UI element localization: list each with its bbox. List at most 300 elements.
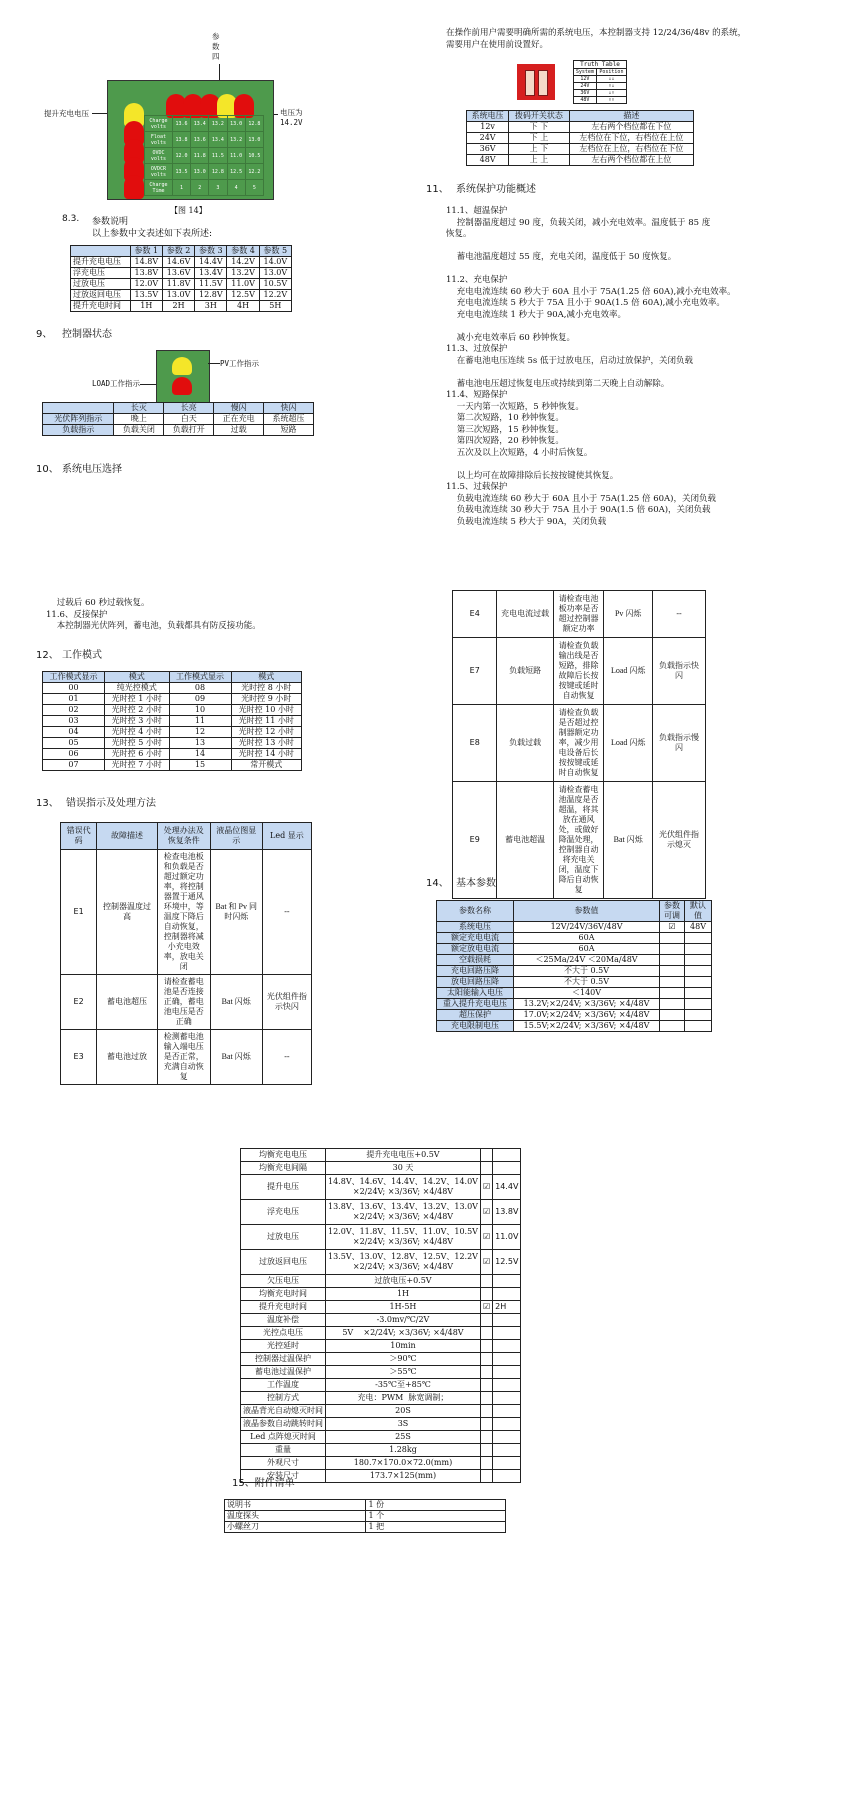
spec-table-cell: 均衡充电间隔	[241, 1162, 326, 1175]
spec-table-cell	[480, 1431, 492, 1444]
spec-table-cell: 13.8V、13.6V、13.4V、13.2V、13.0V ×2/24V; ×3/36V; ×4/48V	[326, 1200, 481, 1225]
mode-table-header: 工作模式显示	[43, 672, 105, 683]
table-row	[43, 705, 302, 716]
status-table-cell: 晚上	[114, 414, 164, 425]
table-row	[467, 122, 694, 133]
spec-table-cell: 5V ×2/24V; ×3/36V; ×4/48V	[326, 1327, 481, 1340]
accessory-table-cell: 小螺丝刀	[225, 1522, 366, 1533]
param-table-header: 参数 4	[227, 246, 259, 257]
spec-table-cell: 欠压电压	[241, 1275, 326, 1288]
mode-table-cell: 08	[169, 683, 231, 694]
param-table	[70, 245, 292, 312]
table-row	[241, 1327, 521, 1340]
table-row	[437, 1021, 712, 1032]
fig14-grid	[144, 115, 264, 196]
mode-table-cell: 03	[43, 716, 105, 727]
error-table-cell: Bat 和 Pv 同时闪烁	[210, 850, 262, 975]
fig14-grid-cell: 12.0	[172, 148, 190, 164]
fig14-grid-cell: 13.0	[191, 164, 209, 180]
error-table-cell: 负载短路	[497, 638, 553, 705]
table-row	[43, 738, 302, 749]
truth-table-cell: ↑↑	[596, 97, 626, 104]
error-table-cell: E8	[453, 705, 497, 782]
mode-table-cell: 光时控 6 小时	[104, 749, 169, 760]
error-table-cell: 请检查负载是否超过控制器额定功率，减少用电设备后长按按键或延时自动恢复	[553, 705, 603, 782]
truth-table-cell: 48V	[574, 97, 597, 104]
sec10-intro: 在操作前用户需要明确所需的系统电压，本控制器支持 12/24/36/48v 的系统， 需要用户在使用前设置好。	[446, 28, 747, 50]
param-table-cell: 14.6V	[162, 257, 194, 268]
table-row	[241, 1200, 521, 1225]
param-table-cell: 2H	[162, 301, 194, 312]
mode-table-cell: 光时控 7 小时	[104, 760, 169, 771]
param-table-cell: 5H	[259, 301, 291, 312]
mode-table-cell: 10	[169, 705, 231, 716]
voltage-table-cell: 上 下	[509, 144, 569, 155]
mode-table-cell: 光时控 1 小时	[104, 694, 169, 705]
mode-table-cell: 光时控 13 小时	[231, 738, 302, 749]
table-row	[437, 999, 712, 1010]
basic-table-cell: ＜25Ma/24V ＜20Ma/48V	[514, 955, 660, 966]
basic-table-cell: 放电回路压降	[437, 977, 514, 988]
spec-table-cell	[493, 1162, 521, 1175]
truth-table	[573, 60, 627, 104]
param-table-cell: 4H	[227, 301, 259, 312]
status-table-cell: 负载指示	[43, 425, 114, 436]
basic-table-cell: ☑	[660, 922, 685, 933]
param-table-cell: 14.4V	[195, 257, 227, 268]
param-table-header: 参数 2	[162, 246, 194, 257]
spec-table-cell: 13.5V、13.0V、12.8V、12.5V、12.2V ×2/24V; ×3/36V; ×4/48V	[326, 1250, 481, 1275]
spec-table-cell	[493, 1418, 521, 1431]
fig14-grid-cell: 4	[227, 180, 245, 196]
table-row	[241, 1288, 521, 1301]
spec-table-cell: 14.4V	[493, 1175, 521, 1200]
status-table	[42, 402, 314, 436]
table-row	[43, 760, 302, 771]
mode-table-cell: 光时控 9 小时	[231, 694, 302, 705]
spec-table-cell: 提升充电时间	[241, 1301, 326, 1314]
table-row	[437, 922, 712, 933]
fig14-grid-cell: 13.2	[209, 116, 227, 132]
status-table-cell: 过载	[214, 425, 264, 436]
basic-table-cell	[685, 999, 712, 1010]
basic-table-cell	[685, 1021, 712, 1032]
table-row	[71, 290, 292, 301]
table-row	[467, 144, 694, 155]
pv-pointer	[208, 363, 220, 364]
spec-table-cell: 2H	[493, 1301, 521, 1314]
fig14-panel	[107, 80, 274, 200]
basic-table-cell	[660, 955, 685, 966]
voltage-table-cell: 左档位在下位，右档位在上位	[569, 133, 693, 144]
status-table-cell: 短路	[264, 425, 314, 436]
spec-table-cell	[493, 1392, 521, 1405]
spec-table-cell: -3.0mv/℃/2V	[326, 1314, 481, 1327]
spec-table-cell: 充电：PWM 脉宽调制；	[326, 1392, 481, 1405]
mode-table-cell: 13	[169, 738, 231, 749]
error-table-cell: 负载指示快闪	[653, 638, 706, 705]
truth-table-title: Truth Table	[574, 61, 627, 69]
param-table-cell: 11.0V	[227, 279, 259, 290]
table-row	[241, 1314, 521, 1327]
accessory-table-cell: 说明书	[225, 1500, 366, 1511]
table-row	[437, 966, 712, 977]
mode-table-header: 模式	[231, 672, 302, 683]
mode-table-cell: 07	[43, 760, 105, 771]
fig14-grid-cell: 11.8	[191, 148, 209, 164]
fig14-grid-cell: 13.0	[245, 132, 263, 148]
param-table-header	[71, 246, 131, 257]
param-table-cell: 过放返回电压	[71, 290, 131, 301]
mode-table-cell: 光时控 4 小时	[104, 727, 169, 738]
fig14-grid-cell: 12.8	[209, 164, 227, 180]
load-label: LOAD工作指示	[92, 379, 141, 388]
truth-table-cell: 24V	[574, 83, 597, 90]
table-row	[71, 301, 292, 312]
basic-table-cell: 系统电压	[437, 922, 514, 933]
spec-table-cell: ☑	[480, 1225, 492, 1250]
mode-table-header: 模式	[104, 672, 169, 683]
sec12-number: 12、	[36, 650, 59, 661]
table-row	[437, 1010, 712, 1021]
fig14-grid-cell: 13.5	[172, 164, 190, 180]
accessory-table-cell: 1 个	[366, 1511, 506, 1522]
error-table-cell: E7	[453, 638, 497, 705]
error-table-header: 处理办法及恢复条件	[157, 823, 210, 850]
param-table-cell: 14.8V	[130, 257, 162, 268]
voltage-table-cell: 左右两个档位都在上位	[569, 155, 693, 166]
error-table-cell: Bat 闪烁	[210, 1030, 262, 1085]
boost-label: 提升充电电压	[44, 109, 89, 118]
error-table-header: 故障描述	[97, 823, 158, 850]
table-row	[574, 97, 627, 104]
voltage-table-header: 拨码开关状态	[509, 111, 569, 122]
table-row	[574, 83, 627, 90]
table-row	[61, 975, 312, 1030]
table-row	[453, 705, 706, 782]
sec8-3-desc: 以上参数中文表述如下表所述:	[92, 229, 213, 239]
truth-table-cell: ↓↑	[596, 90, 626, 97]
spec-table-cell	[480, 1366, 492, 1379]
spec-table-cell	[480, 1162, 492, 1175]
sec9-title: 控制器状态	[62, 329, 112, 340]
param-table-cell: 13.6V	[162, 268, 194, 279]
error-table-cell: 充电电流过载	[497, 591, 553, 638]
spec-table-cell: 12.5V	[493, 1250, 521, 1275]
fig14-grid-cell: OVDC volts	[145, 148, 173, 164]
error-table-cell: Bat 闪烁	[210, 975, 262, 1030]
spec-table-cell	[493, 1405, 521, 1418]
voltage-label: 电压为 14.2V	[280, 108, 303, 127]
table-row	[437, 988, 712, 999]
sec11-number: 11、	[426, 184, 449, 195]
basic-table-cell	[660, 988, 685, 999]
param-table-cell: 12.2V	[259, 290, 291, 301]
status-table-header: 慢闪	[214, 403, 264, 414]
spec-table-cell	[493, 1379, 521, 1392]
table-row	[241, 1405, 521, 1418]
param-table-cell: 11.8V	[162, 279, 194, 290]
fig14-grid-cell: 13.2	[227, 132, 245, 148]
table-row	[241, 1225, 521, 1250]
table-row	[437, 944, 712, 955]
basic-table-cell	[660, 933, 685, 944]
basic-table-header: 默认值	[685, 901, 712, 922]
param-table-cell: 13.0V	[162, 290, 194, 301]
spec-table-cell	[480, 1457, 492, 1470]
spec-table-cell: 安装尺寸	[241, 1470, 326, 1483]
status-table-header: 长灭	[114, 403, 164, 414]
basic-table-cell	[685, 933, 712, 944]
table-row	[43, 414, 314, 425]
basic-table-cell	[685, 977, 712, 988]
error-table-cell: 检查电池板和负载是否超过额定功率，将控制器置于通风环境中，等温度下降后自动恢复，控制器将减小充电效率，放电关闭	[157, 850, 210, 975]
table-row	[225, 1500, 506, 1511]
mode-table-cell: 09	[169, 694, 231, 705]
voltage-table-cell: 12v	[467, 122, 509, 133]
fig14-grid-cell: 11.5	[209, 148, 227, 164]
fig14-grid-cell: Charge volts	[145, 116, 173, 132]
spec-table-cell: ＞55℃	[326, 1366, 481, 1379]
basic-table-cell: 额定充电电流	[437, 933, 514, 944]
spec-table-cell: 11.0V	[493, 1225, 521, 1250]
fig14-grid-cell: OVDCR volts	[145, 164, 173, 180]
table-row	[43, 749, 302, 760]
accessory-table-cell: 1 把	[366, 1522, 506, 1533]
spec-table-cell: 浮充电压	[241, 1200, 326, 1225]
spec-table-cell	[480, 1405, 492, 1418]
mode-table	[42, 671, 302, 771]
fig14-grid-cell: 13.4	[191, 116, 209, 132]
spec-table-cell: -35℃至+85℃	[326, 1379, 481, 1392]
spec-table-cell	[480, 1444, 492, 1457]
table-row	[437, 933, 712, 944]
param-table-cell: 12.0V	[130, 279, 162, 290]
table-row	[43, 694, 302, 705]
mode-table-cell: 光时控 5 小时	[104, 738, 169, 749]
spec-table-cell	[493, 1444, 521, 1457]
basic-table-cell: 不大于 0.5V	[514, 966, 660, 977]
basic-table-cell: 13.2V;×2/24V; ×3/36V; ×4/48V	[514, 999, 660, 1010]
dip-switch-image	[517, 64, 555, 100]
param-table-cell: 13.0V	[259, 268, 291, 279]
param-table-cell: 12.8V	[195, 290, 227, 301]
param-table-cell: 13.8V	[130, 268, 162, 279]
param-table-cell: 13.5V	[130, 290, 162, 301]
table-row	[71, 279, 292, 290]
truth-table-cell: 36V	[574, 90, 597, 97]
error-table-cell: 请检查蓄电池是否连接正确，蓄电池电压是否正确	[157, 975, 210, 1030]
accessory-table-cell: 温度探头	[225, 1511, 366, 1522]
spec-table	[240, 1148, 521, 1483]
voltage-table-cell: 下 上	[509, 133, 569, 144]
basic-table-cell	[685, 988, 712, 999]
mode-table-cell: 光时控 12 小时	[231, 727, 302, 738]
truth-table-header: System	[574, 69, 597, 76]
spec-table-cell: 均衡充电电压	[241, 1149, 326, 1162]
mode-table-cell: 11	[169, 716, 231, 727]
status-led-panel	[156, 350, 210, 404]
param-table-cell: 10.5V	[259, 279, 291, 290]
basic-table-cell: 充电回路压降	[437, 966, 514, 977]
fig14-grid-cell: 13.6	[172, 116, 190, 132]
table-row	[437, 977, 712, 988]
spec-table-cell: 30 天	[326, 1162, 481, 1175]
basic-table-cell: 不大于 0.5V	[514, 977, 660, 988]
mode-table-cell: 12	[169, 727, 231, 738]
table-row	[241, 1392, 521, 1405]
spec-table-cell: 1H	[326, 1288, 481, 1301]
fig14-grid-row	[145, 116, 264, 132]
voltage-table-header: 描述	[569, 111, 693, 122]
param-table-cell: 12.5V	[227, 290, 259, 301]
table-row	[241, 1301, 521, 1314]
voltage-table-cell: 上 上	[509, 155, 569, 166]
accessory-table	[224, 1499, 506, 1533]
basic-table-cell	[685, 955, 712, 966]
spec-table-cell	[480, 1288, 492, 1301]
mode-table-cell: 14	[169, 749, 231, 760]
error-table-header: 错误代码	[61, 823, 97, 850]
mode-table-cell: 纯光控模式	[104, 683, 169, 694]
spec-table-cell	[493, 1149, 521, 1162]
accessory-table-cell: 1 份	[366, 1500, 506, 1511]
error-table-cell: 请检查蓄电池温度是否超温，将其放在通风处，或做好降温处理，控制器自动将充电关闭，温度下降后自动恢复	[553, 782, 603, 899]
table-row	[71, 268, 292, 279]
mode-table-cell: 04	[43, 727, 105, 738]
sec12-title: 工作模式	[62, 650, 102, 661]
mode-table-cell: 光时控 8 小时	[231, 683, 302, 694]
spec-table-cell: 25S	[326, 1431, 481, 1444]
error-table-cell: E9	[453, 782, 497, 899]
basic-table-cell: 超压保护	[437, 1010, 514, 1021]
status-table-cell: 系统超压	[264, 414, 314, 425]
table-row	[61, 1030, 312, 1085]
basic-table-cell: 额定放电电流	[437, 944, 514, 955]
fig14-grid-cell: 3	[209, 180, 227, 196]
spec-table-cell: 14.8V、14.6V、14.4V、14.2V、14.0V ×2/24V; ×3/36V; ×4/48V	[326, 1175, 481, 1200]
sec11-body: 11.1、超温保护 控制器温度超过 90 度，负载关闭，减小充电效率。温度低于 85 度 恢复。 蓄电池温度超过 55 度，充电关闭，温度低于 50 度恢复。 11.2、充电保护 充电电流连续 60 秒大于 60A 且小于 75A(1.25 倍 60A),减小充电效率。 充电电流连续 5 秒大于 75A 且小于 90A(1.5 倍 60A),减小充电效率。 充电电流连续 1 秒大于 90A,减小充电效率。 减小充电效率后 60 秒钟恢复。 11.3、过放保护 在蓄电池电压连续 5s 低于过放电压，启动过放保护，关闭负载 蓄电池电压超过恢复电压或持续到第二天晚上自动解除。 11.4、短路保护 一天内第一次短路，5 秒钟恢复。 第二次短路，10 秒钟恢复。 第三次短路，15 秒钟恢复。 第四次短路，20 秒钟恢复。 五次及以上次短路，4 小时后恢复。 以上均可在故障排除后长按按键使其恢复。 11.5、过载保护 负载电流连续 60 秒大于 60A 且小于 75A(1.25 倍 60A)，关闭负载 负载电流连续 30 秒大于 75A 且小于 90A(1.5 倍 60A)，关闭负载 负载电流连续 5 秒大于 90A，关闭负载	[446, 206, 736, 527]
spec-table-cell	[480, 1353, 492, 1366]
spec-table-cell	[480, 1418, 492, 1431]
error-table-header: 液晶位图显示	[210, 823, 262, 850]
spec-table-cell: 外观尺寸	[241, 1457, 326, 1470]
mode-table-cell: 00	[43, 683, 105, 694]
basic-table-cell	[685, 944, 712, 955]
fig14-grid-cell: 10.5	[245, 148, 263, 164]
table-row	[241, 1250, 521, 1275]
fig14-grid-cell: 13.6	[191, 132, 209, 148]
table-row	[574, 90, 627, 97]
spec-table-cell: 过放电压+0.5V	[326, 1275, 481, 1288]
fig14-grid-cell: 13.0	[227, 116, 245, 132]
fig14-grid-row	[145, 164, 264, 180]
table-row	[574, 76, 627, 83]
fig14-grid-cell: 5	[245, 180, 263, 196]
table-row	[241, 1162, 521, 1175]
table-row	[61, 850, 312, 975]
spec-table-cell	[493, 1327, 521, 1340]
basic-param-table	[436, 900, 712, 1032]
error-table-continued	[452, 590, 706, 899]
spec-table-cell: 蓄电池过温保护	[241, 1366, 326, 1379]
sec10-title: 系统电压选择	[62, 464, 122, 475]
param-table-cell: 3H	[195, 301, 227, 312]
truth-table-cell: ↓↓	[596, 76, 626, 83]
sec14-number: 14、	[426, 878, 449, 889]
error-table-cell: 负载指示慢闪	[653, 705, 706, 782]
spec-table-cell	[493, 1470, 521, 1483]
voltage-table	[466, 110, 694, 166]
sec9-number: 9、	[36, 329, 53, 340]
spec-table-cell: 1H-5H	[326, 1301, 481, 1314]
error-table-cell: E2	[61, 975, 97, 1030]
voltage-table-cell: 24V	[467, 133, 509, 144]
fig14-grid-row	[145, 132, 264, 148]
error-table-cell: E3	[61, 1030, 97, 1085]
mode-table-cell: 常开模式	[231, 760, 302, 771]
mode-table-cell: 02	[43, 705, 105, 716]
spec-table-cell: ☑	[480, 1301, 492, 1314]
table-row	[43, 425, 314, 436]
sec13-number: 13、	[36, 798, 59, 809]
sec10-number: 10、	[36, 464, 59, 475]
table-row	[241, 1431, 521, 1444]
basic-table-header: 参数名称	[437, 901, 514, 922]
error-table-cell: 控制器温度过高	[97, 850, 158, 975]
param-table-cell: 13.4V	[195, 268, 227, 279]
spec-table-cell: 工作温度	[241, 1379, 326, 1392]
table-row	[241, 1418, 521, 1431]
basic-table-cell: 充电限制电压	[437, 1021, 514, 1032]
error-table	[60, 822, 312, 1085]
voltage-table-cell: 左右两个档位都在下位	[569, 122, 693, 133]
table-row	[241, 1175, 521, 1200]
spec-table-cell	[493, 1353, 521, 1366]
load-pointer	[140, 384, 156, 385]
table-row	[241, 1353, 521, 1366]
basic-table-cell	[660, 977, 685, 988]
error-table-cell: Bat 闪烁	[604, 782, 653, 899]
param-table-cell: 14.0V	[259, 257, 291, 268]
spec-table-cell: ☑	[480, 1200, 492, 1225]
voltage-table-cell: 48V	[467, 155, 509, 166]
error-table-cell: 请检查电池板功率是否超过控制器额定功率	[553, 591, 603, 638]
spec-table-cell: ☑	[480, 1250, 492, 1275]
voltage-table-cell: 36V	[467, 144, 509, 155]
status-table-cell: 正在充电	[214, 414, 264, 425]
basic-table-cell: 17.0V;×2/24V; ×3/36V; ×4/48V	[514, 1010, 660, 1021]
param-table-cell: 1H	[130, 301, 162, 312]
status-table-header: 长亮	[164, 403, 214, 414]
spec-table-cell: 过放返回电压	[241, 1250, 326, 1275]
table-row	[71, 257, 292, 268]
spec-table-cell: 提升电压	[241, 1175, 326, 1200]
param-table-cell: 14.2V	[227, 257, 259, 268]
table-row	[241, 1379, 521, 1392]
basic-table-cell: ＜140V	[514, 988, 660, 999]
spec-table-cell	[493, 1314, 521, 1327]
table-row	[241, 1366, 521, 1379]
load-led-icon	[172, 377, 192, 395]
mode-table-cell: 光时控 11 小时	[231, 716, 302, 727]
sec11-continued: 过载后 60 秒过载恢复。 11.6、反接保护 本控制器光伏阵列，蓄电池，负载都具有防反接功能。	[46, 598, 261, 631]
status-table-cell: 光伏阵列指示	[43, 414, 114, 425]
led-red-indicator	[124, 175, 144, 199]
spec-table-cell	[480, 1340, 492, 1353]
basic-table-cell: 重入提升充电电压	[437, 999, 514, 1010]
basic-table-cell	[660, 944, 685, 955]
